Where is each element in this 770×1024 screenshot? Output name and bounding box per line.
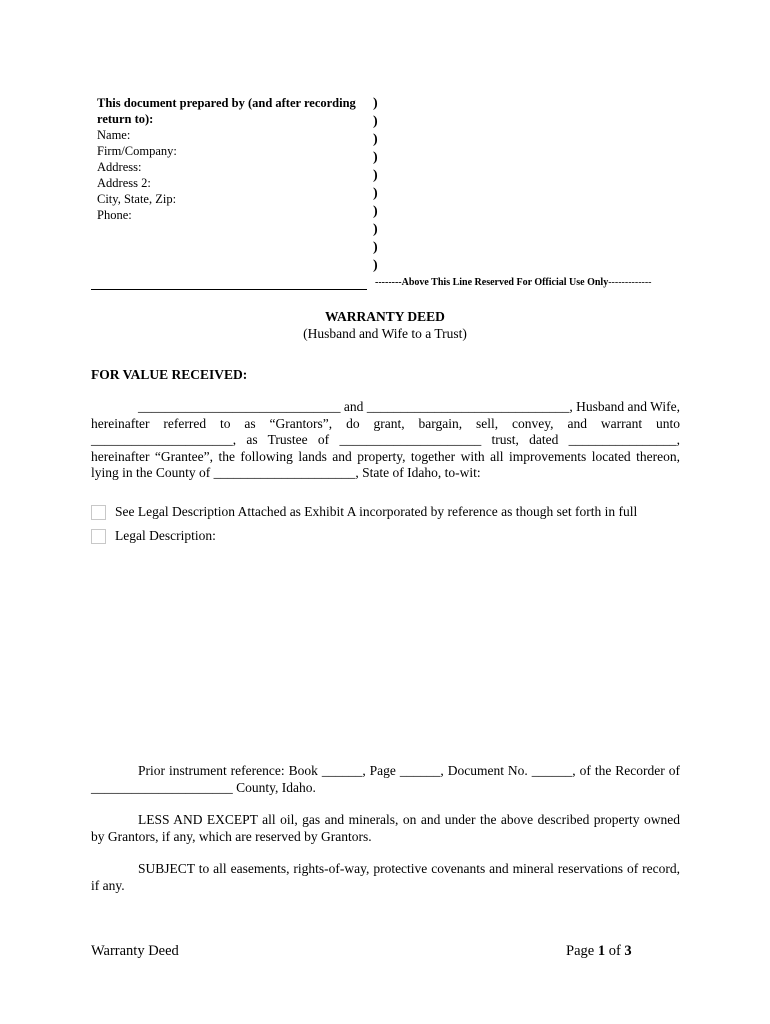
grant-text-1: , Husband and Wife, hereinafter referred to as “Grantors”, do grant, bargain, sell, convey, and warrant unto (91, 399, 680, 431)
footer-document-name: Warranty Deed (91, 943, 179, 959)
for-value-received-heading: FOR VALUE RECEIVED: (91, 367, 248, 382)
reserved-dashes-left: -------- (375, 277, 402, 288)
document-title: WARRANTY DEED (325, 309, 445, 324)
legal-description-checkbox[interactable] (91, 529, 106, 544)
reserved-text: Above This Line Reserved For Official Use Only (401, 277, 609, 288)
page-prefix: Page (566, 943, 598, 959)
subject-to-paragraph: SUBJECT to all easements, rights-of-way, protective covenants and mineral reservations of record, if any. (91, 861, 680, 893)
grant-text-5: , State of Idaho, to-wit: (355, 465, 481, 480)
paren: ) (373, 204, 378, 219)
paren: ) (373, 114, 378, 129)
reserved-dashes-right: ------------- (608, 277, 652, 288)
document-subtitle: (Husband and Wife to a Trust) (303, 326, 467, 341)
paren-column (373, 95, 378, 275)
preparer-field-name: Name: (97, 128, 131, 142)
preparer-field-address: Address: (97, 160, 142, 174)
recording-rule (91, 289, 367, 290)
paren: ) (373, 132, 378, 147)
legal-description-label: Legal Description: (115, 528, 216, 543)
less-and-except-paragraph: LESS AND EXCEPT all oil, gas and minerals, on and under the above described property owned by Grantors, if any, which are reserved by Grantors. (91, 812, 680, 844)
grantor1-blank[interactable]: ______________________________ (138, 399, 341, 414)
paren: ) (373, 186, 378, 201)
checkbox-row-exhibit-a[interactable] (91, 504, 637, 520)
grant-clause (91, 399, 680, 482)
trust-date-blank[interactable]: ________________ (568, 432, 677, 447)
page-of: of (605, 943, 625, 959)
preparer-field-phone: Phone: (97, 208, 132, 222)
preparer-heading: This document prepared by (and after recording return to): (97, 96, 356, 126)
preparer-field-firm: Firm/Company: (97, 144, 177, 158)
preparer-field-address2: Address 2: (97, 176, 151, 190)
paren: ) (373, 96, 378, 111)
exhibit-a-label: See Legal Description Attached as Exhibit A incorporated by reference as though set forth in full (115, 504, 638, 519)
paren: ) (373, 258, 378, 273)
trustee-blank[interactable]: _____________________ (91, 432, 233, 447)
grant-text-2: , as Trustee of (232, 432, 340, 447)
paren: ) (373, 222, 378, 237)
checkbox-row-legal-description[interactable] (91, 528, 216, 544)
page-total: 3 (624, 943, 632, 959)
official-use-line (375, 277, 652, 288)
grantor2-blank[interactable]: ______________________________ (366, 399, 570, 414)
page-current: 1 (597, 943, 606, 959)
paren: ) (373, 240, 378, 255)
exhibit-a-checkbox[interactable] (91, 505, 106, 520)
preparer-field-city-state-zip: City, State, Zip: (97, 192, 177, 206)
grant-text-3: trust, dated (481, 432, 569, 447)
grant-text-4: , hereinafter “Grantee”, the following lands and property, together with all improvements located thereon, lying in the County of (91, 432, 680, 480)
paren: ) (373, 150, 378, 165)
grant-and: and (340, 399, 367, 414)
paren: ) (373, 168, 378, 183)
prior-instrument-paragraph: Prior instrument reference: Book ______, Page ______, Document No. ______, of the Recorder of _____________________ County, Idaho. (91, 763, 680, 795)
trust-name-blank[interactable]: _____________________ (339, 432, 482, 447)
footer-page-number (566, 943, 632, 960)
preparer-block (97, 95, 372, 223)
county-blank[interactable]: _____________________ (213, 465, 356, 480)
